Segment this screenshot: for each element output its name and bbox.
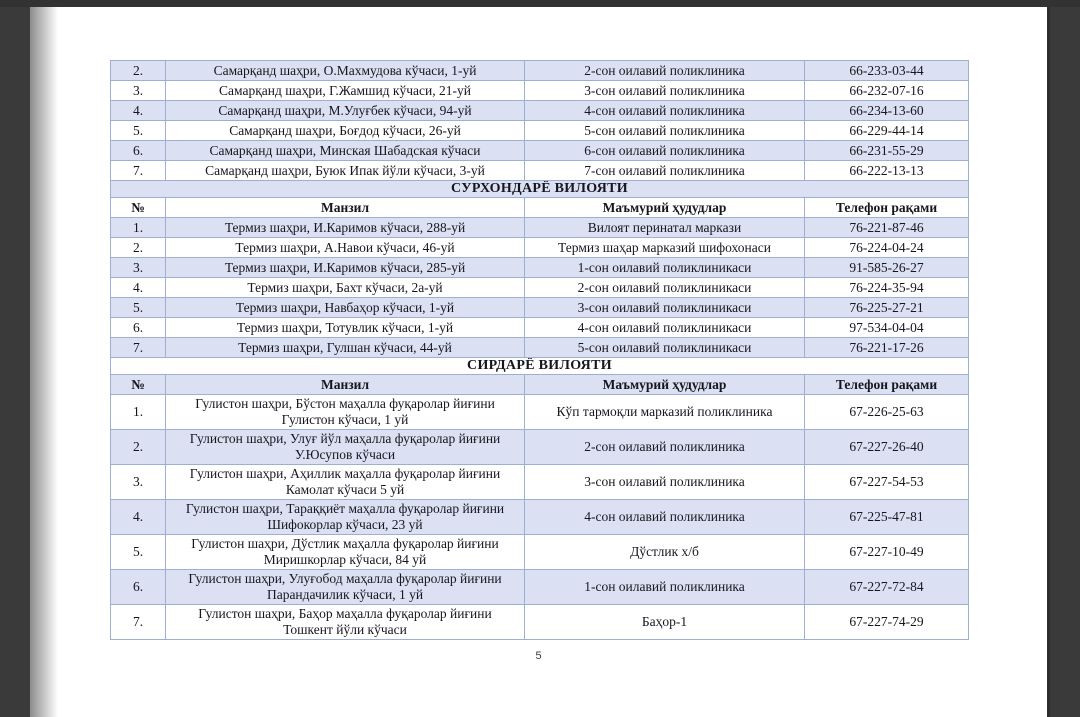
row-number-cell: 2. bbox=[111, 430, 166, 465]
phone-cell: 66-233-03-44 bbox=[805, 61, 969, 81]
address-line: Гулистон кўчаси, 1 уй bbox=[281, 412, 409, 427]
region-header-row bbox=[111, 181, 969, 198]
area-cell: 4-сон оилавий поликлиника bbox=[525, 500, 805, 535]
phone-cell: 66-222-13-13 bbox=[805, 161, 969, 181]
column-header-row bbox=[111, 375, 969, 395]
address-line: Термиз шаҳри, Тотувлик кўчаси, 1-уй bbox=[236, 319, 454, 335]
row-number-cell: 6. bbox=[111, 141, 166, 161]
table-row bbox=[111, 338, 969, 358]
address-line: Миришкорлар кўчаси, 84 уй bbox=[263, 552, 427, 567]
table-row bbox=[111, 605, 969, 640]
area-cell: Вилоят перинатал маркази bbox=[525, 218, 805, 238]
address-line: Самарқанд шаҳри, Минская Шабадская кўчаси bbox=[209, 142, 481, 158]
address-line: Гулистон шаҳри, Дўстлик маҳалла фуқаролар йиғини bbox=[191, 536, 499, 551]
area-cell: Баҳор-1 bbox=[525, 605, 805, 640]
region-header-row bbox=[111, 358, 969, 375]
phone-cell: 67-227-54-53 bbox=[805, 465, 969, 500]
region-title-cell: СУРХОНДАРЁ ВИЛОЯТИ bbox=[111, 181, 969, 198]
table-row bbox=[111, 121, 969, 141]
page-edge-shadow bbox=[30, 7, 58, 717]
area-cell: 4-сон оилавий поликлиника bbox=[525, 101, 805, 121]
row-number-cell: 4. bbox=[111, 278, 166, 298]
phone-cell: 76-221-87-46 bbox=[805, 218, 969, 238]
address-cell bbox=[166, 81, 525, 101]
phone-cell: 67-227-74-29 bbox=[805, 605, 969, 640]
phone-cell: 66-231-55-29 bbox=[805, 141, 969, 161]
phone-cell: 67-225-47-81 bbox=[805, 500, 969, 535]
row-number-cell: 7. bbox=[111, 161, 166, 181]
address-cell bbox=[166, 278, 525, 298]
address-cell bbox=[166, 570, 525, 605]
table-row bbox=[111, 395, 969, 430]
directory-table bbox=[110, 60, 969, 640]
row-number-cell: 3. bbox=[111, 258, 166, 278]
row-number-cell: 5. bbox=[111, 535, 166, 570]
area-cell: Дўстлик х/б bbox=[525, 535, 805, 570]
table-row bbox=[111, 258, 969, 278]
column-header-cell: Телефон рақами bbox=[805, 375, 969, 395]
address-line: Термиз шаҳри, А.Навои кўчаси, 46-уй bbox=[235, 239, 455, 255]
row-number-cell: 5. bbox=[111, 298, 166, 318]
address-cell bbox=[166, 161, 525, 181]
table-row bbox=[111, 298, 969, 318]
address-line: Термиз шаҳри, Навбаҳор кўчаси, 1-уй bbox=[235, 299, 455, 315]
address-cell bbox=[166, 61, 525, 81]
address-line: Термиз шаҳри, Бахт кўчаси, 2а-уй bbox=[247, 279, 443, 295]
table-row bbox=[111, 318, 969, 338]
address-line: Парандачилик кўчаси, 1 уй bbox=[266, 587, 424, 602]
row-number-cell: 1. bbox=[111, 395, 166, 430]
phone-cell: 67-227-72-84 bbox=[805, 570, 969, 605]
phone-cell: 66-234-13-60 bbox=[805, 101, 969, 121]
area-cell: 4-сон оилавий поликлиникаси bbox=[525, 318, 805, 338]
address-line: Гулистон шаҳри, Улуғ йўл маҳалла фуқаролар йиғини bbox=[189, 431, 501, 446]
address-cell bbox=[166, 605, 525, 640]
address-line: У.Юсупов кўчаси bbox=[294, 447, 396, 462]
row-number-cell: 3. bbox=[111, 465, 166, 500]
directory-table-body bbox=[111, 61, 969, 640]
address-line: Гулистон шаҳри, Тараққиёт маҳалла фуқаролар йиғини bbox=[185, 501, 505, 516]
phone-cell: 76-224-04-24 bbox=[805, 238, 969, 258]
table-row bbox=[111, 61, 969, 81]
address-line: Самарқанд шаҳри, Боғдод кўчаси, 26-уй bbox=[229, 122, 461, 138]
address-cell bbox=[166, 338, 525, 358]
region-title-cell: СИРДАРЁ ВИЛОЯТИ bbox=[111, 358, 969, 375]
table-row bbox=[111, 278, 969, 298]
column-header-cell: Маъмурий ҳудудлар bbox=[525, 198, 805, 218]
address-cell bbox=[166, 218, 525, 238]
table-row bbox=[111, 430, 969, 465]
table-row bbox=[111, 238, 969, 258]
address-line: Термиз шаҳри, Гулшан кўчаси, 44-уй bbox=[238, 339, 452, 355]
column-header-cell: Маъмурий ҳудудлар bbox=[525, 375, 805, 395]
area-cell: 7-сон оилавий поликлиника bbox=[525, 161, 805, 181]
address-line: Самарқанд шаҳри, Буюк Ипак йўли кўчаси, 3-уй bbox=[205, 162, 485, 178]
address-line: Гулистон шаҳри, Баҳор маҳалла фуқаролар йиғини bbox=[198, 606, 492, 621]
page-number: 5 bbox=[535, 650, 542, 662]
area-cell: 1-сон оилавий поликлиникаси bbox=[525, 258, 805, 278]
phone-cell: 66-229-44-14 bbox=[805, 121, 969, 141]
address-cell bbox=[166, 430, 525, 465]
area-cell: 3-сон оилавий поликлиникаси bbox=[525, 298, 805, 318]
column-header-cell: Телефон рақами bbox=[805, 198, 969, 218]
area-cell: 2-сон оилавий поликлиника bbox=[525, 61, 805, 81]
phone-cell: 76-224-35-94 bbox=[805, 278, 969, 298]
area-cell: Термиз шаҳар марказий шифохонаси bbox=[525, 238, 805, 258]
area-cell: 6-сон оилавий поликлиника bbox=[525, 141, 805, 161]
column-header-cell: Манзил bbox=[166, 198, 525, 218]
row-number-cell: 3. bbox=[111, 81, 166, 101]
address-line: Гулистон шаҳри, Улуғобод маҳалла фуқаролар йиғини bbox=[188, 571, 502, 586]
address-line: Гулистон шаҳри, Бўстон маҳалла фуқаролар йиғини bbox=[195, 396, 495, 411]
phone-cell: 97-534-04-04 bbox=[805, 318, 969, 338]
address-cell bbox=[166, 535, 525, 570]
area-cell: Кўп тармоқли марказий поликлиника bbox=[525, 395, 805, 430]
table-row bbox=[111, 500, 969, 535]
address-cell bbox=[166, 258, 525, 278]
table-row bbox=[111, 101, 969, 121]
table-row bbox=[111, 218, 969, 238]
document-page bbox=[30, 7, 1050, 717]
table-row bbox=[111, 161, 969, 181]
table-row bbox=[111, 81, 969, 101]
row-number-cell: 2. bbox=[111, 238, 166, 258]
table-row bbox=[111, 141, 969, 161]
column-header-row bbox=[111, 198, 969, 218]
table-row bbox=[111, 570, 969, 605]
phone-cell: 91-585-26-27 bbox=[805, 258, 969, 278]
row-number-cell: 7. bbox=[111, 338, 166, 358]
row-number-cell: 4. bbox=[111, 500, 166, 535]
phone-cell: 67-227-10-49 bbox=[805, 535, 969, 570]
column-header-cell: № bbox=[111, 375, 166, 395]
address-line: Шифокорлар кўчаси, 23 уй bbox=[267, 517, 423, 532]
area-cell: 2-сон оилавий поликлиникаси bbox=[525, 278, 805, 298]
address-cell bbox=[166, 500, 525, 535]
column-header-cell: Манзил bbox=[166, 375, 525, 395]
row-number-cell: 7. bbox=[111, 605, 166, 640]
area-cell: 1-сон оилавий поликлиника bbox=[525, 570, 805, 605]
address-line: Самарқанд шаҳри, М.Улуғбек кўчаси, 94-уй bbox=[218, 102, 472, 118]
table-row bbox=[111, 465, 969, 500]
address-line: Термиз шаҳри, И.Каримов кўчаси, 288-уй bbox=[224, 219, 466, 235]
address-cell bbox=[166, 101, 525, 121]
address-cell bbox=[166, 121, 525, 141]
area-cell: 2-сон оилавий поликлиника bbox=[525, 430, 805, 465]
address-line: Тошкент йўли кўчаси bbox=[283, 622, 407, 637]
area-cell: 5-сон оилавий поликлиника bbox=[525, 121, 805, 141]
area-cell: 3-сон оилавий поликлиника bbox=[525, 465, 805, 500]
phone-cell: 76-225-27-21 bbox=[805, 298, 969, 318]
row-number-cell: 2. bbox=[111, 61, 166, 81]
address-cell bbox=[166, 238, 525, 258]
address-cell bbox=[166, 141, 525, 161]
area-cell: 3-сон оилавий поликлиника bbox=[525, 81, 805, 101]
row-number-cell: 5. bbox=[111, 121, 166, 141]
address-cell bbox=[166, 395, 525, 430]
table-row bbox=[111, 535, 969, 570]
top-bar bbox=[0, 0, 1080, 7]
column-header-cell: № bbox=[111, 198, 166, 218]
row-number-cell: 6. bbox=[111, 570, 166, 605]
address-line: Самарқанд шаҳри, О.Махмудова кўчаси, 1-уй bbox=[213, 62, 477, 78]
address-cell bbox=[166, 318, 525, 338]
area-cell: 5-сон оилавий поликлиникаси bbox=[525, 338, 805, 358]
phone-cell: 67-227-26-40 bbox=[805, 430, 969, 465]
row-number-cell: 6. bbox=[111, 318, 166, 338]
address-cell bbox=[166, 298, 525, 318]
address-line: Самарқанд шаҳри, Г.Жамшид кўчаси, 21-уй bbox=[219, 82, 471, 98]
phone-cell: 66-232-07-16 bbox=[805, 81, 969, 101]
phone-cell: 76-221-17-26 bbox=[805, 338, 969, 358]
address-line: Гулистон шаҳри, Аҳиллик маҳалла фуқаролар йиғини bbox=[189, 466, 501, 481]
address-line: Камолат кўчаси 5 уй bbox=[285, 482, 405, 497]
table-container bbox=[110, 60, 969, 640]
address-line: Термиз шаҳри, И.Каримов кўчаси, 285-уй bbox=[224, 259, 466, 275]
address-cell bbox=[166, 465, 525, 500]
phone-cell: 67-226-25-63 bbox=[805, 395, 969, 430]
row-number-cell: 4. bbox=[111, 101, 166, 121]
row-number-cell: 1. bbox=[111, 218, 166, 238]
